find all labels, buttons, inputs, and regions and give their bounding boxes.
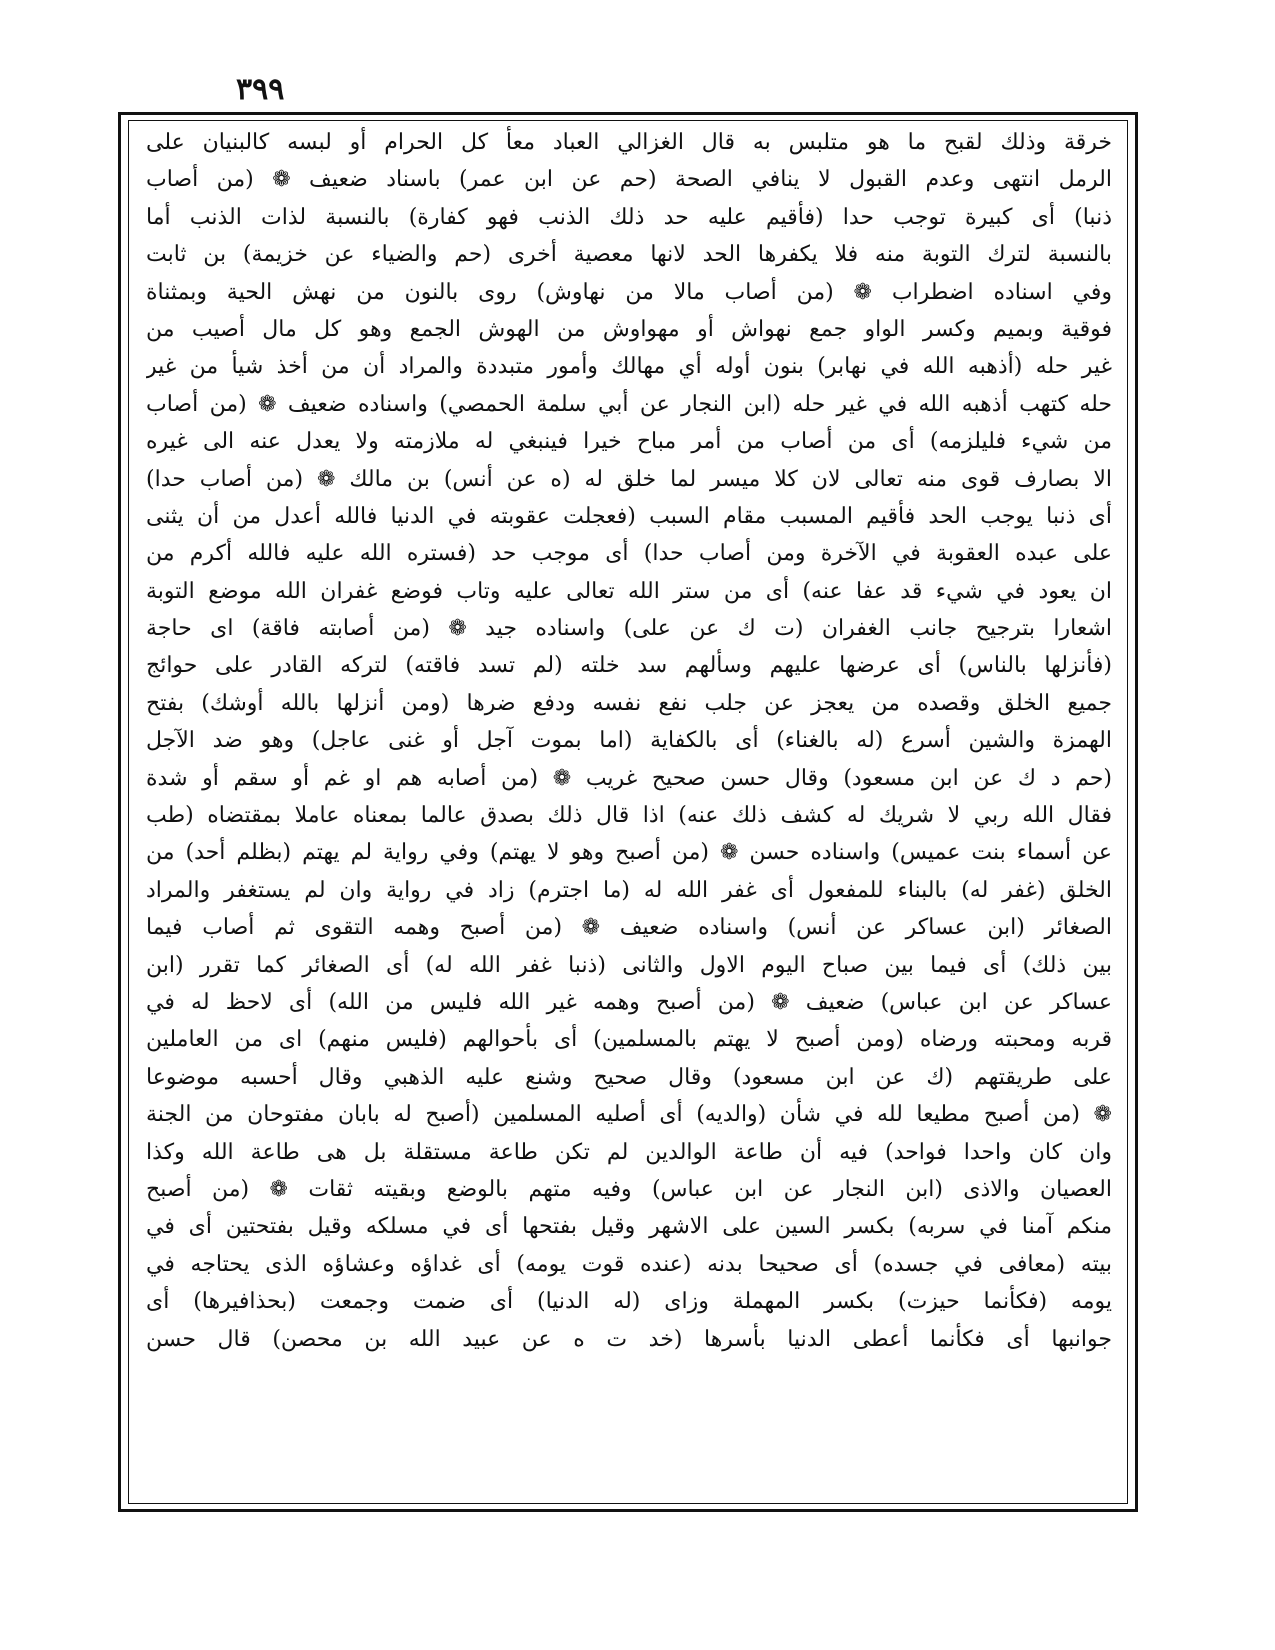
text-line: الصغائر (ابن عساكر عن أنس) واسناده ضعيف ❁ (من أصبح وهمه التقوى ثم أصاب فيما <box>146 915 1112 941</box>
text-line: ان يعود في شيء قد عفا عنه) أى من ستر الله تعالى عليه وتاب فوضع غفران الله موضع التوبة <box>146 578 1112 604</box>
text-line: بين ذلك) أى فيما بين صباح اليوم الاول والثانى (ذنبا غفر الله له) أى الصغائر كما تقرر (ابن <box>146 952 1112 978</box>
text-line: الهمزة والشين أسرع (له بالغناء) أى بالكفاية (اما بموت آجل أو غنى عاجل) وهو ضد الآجل <box>146 728 1112 754</box>
text-line: عساكر عن ابن عباس) ضعيف ❁ (من أصبح وهمه غير الله فليس من الله) أى لاحظ له في <box>146 989 1112 1015</box>
text-line: جميع الخلق وقصده من يعجز عن جلب نفع نفسه ودفع ضرها (ومن أنزلها بالله أوشك) بفتح <box>146 690 1112 716</box>
text-line: جوانبها أى فكأنما أعطى الدنيا بأسرها (خد ت ه عن عبيد الله بن محصن) قال حسن <box>146 1326 1112 1352</box>
text-line: من شيء فليلزمه) أى من أصاب من أمر مباح خيرا فينبغي له ملازمته ولا يعدل عنه الى غيره <box>146 429 1112 455</box>
text-line: وفي اسناده اضطراب ❁ (من أصاب مالا من نهاوش) روى بالنون من نهش الحية وبمثناة <box>146 279 1112 305</box>
page-number: ٣٩٩ <box>236 72 285 107</box>
text-line: يومه (فكأنما حيزت) بكسر المهملة وزاى (له الدنيا) أى ضمت وجمعت (بحذافيرها) أى <box>146 1289 1112 1315</box>
text-line: أى ذنبا يوجب الحد فأقيم المسبب مقام السبب (فعجلت عقوبته في الدنيا فالله أعدل من أن يثنى <box>146 503 1112 529</box>
text-line: ❁ (من أصبح مطيعا لله في شأن (والديه) أى أصليه المسلمين (أصبح له بابان مفتوحان من الجنة <box>146 1102 1112 1128</box>
text-line: على طريقتهم (ك عن ابن مسعود) وقال صحيح وشنع عليه الذهبي وقال أحسبه موضوعا <box>146 1064 1112 1090</box>
main-text-block <box>146 124 1112 1494</box>
text-line: عن أسماء بنت عميس) واسناده حسن ❁ (من أصبح وهو لا يهتم) وفي رواية لم يهتم (بظلم أحد) من <box>146 840 1112 866</box>
text-line: (فأنزلها بالناس) أى عرضها عليهم وسألهم سد خلته (لم تسد فاقته) لتركه القادر على حوائج <box>146 653 1112 679</box>
text-line: (حم د ك عن ابن مسعود) وقال حسن صحيح غريب ❁ (من أصابه هم او غم أو سقم أو شدة <box>146 765 1112 791</box>
text-line: ذنبا) أى كبيرة توجب حدا (فأقيم عليه حد ذلك الذنب فهو كفارة) بالنسبة لذات الذنب أما <box>146 204 1112 230</box>
text-line: وان كان واحدا فواحد) فيه أن طاعة الوالدين لم تكن طاعة مستقلة بل هى طاعة الله وكذا <box>146 1139 1112 1165</box>
text-line: فقال الله ربي لا شريك له كشف ذلك عنه) اذا قال ذلك بصدق عالما بمعناه عاملا بمقتضاه (طب <box>146 803 1112 829</box>
text-line: قربه ومحبته ورضاه (ومن أصبح لا يهتم بالمسلمين) أى بأحوالهم (فليس منهم) اى من العاملين <box>146 1027 1112 1053</box>
text-line: الخلق (غفر له) بالبناء للمفعول أى غفر الله له (ما اجترم) زاد في رواية وان لم يستغفر والمراد <box>146 877 1112 903</box>
text-line: غير حله (أذهبه الله في نهابر) بنون أوله أي مهالك وأمور متبددة والمراد أن من أخذ شيأ من غير <box>146 354 1112 380</box>
text-line: حله كتهب أذهبه الله في غير حله (ابن النجار عن أبي سلمة الحمصي) واسناده ضعيف ❁ (من أصاب <box>146 391 1112 417</box>
text-line: اشعارا بترجيح جانب الغفران (ت ك عن على) واسناده جيد ❁ (من أصابته فاقة) اى حاجة <box>146 616 1112 642</box>
text-line: خرقة وذلك لقبح ما هو متلبس به قال الغزالي العباد معأ كل الحرام أو لبسه كالبنيان على <box>146 130 1112 155</box>
text-line: الرمل انتهى وعدم القبول لا ينافي الصحة (حم عن ابن عمر) باسناد ضعيف ❁ (من أصاب <box>146 167 1112 193</box>
text-line: منكم آمنا في سربه) بكسر السين على الاشهر وقيل بفتحها أى في مسلكه وقيل بفتحتين أى في <box>146 1214 1112 1240</box>
text-line: على عبده العقوبة في الآخرة ومن أصاب حدا) أى موجب حد (فستره الله عليه فالله أكرم من <box>146 541 1112 567</box>
text-line <box>146 1395 1112 1432</box>
text-line <box>146 1358 1112 1395</box>
text-line: العصيان والاذى (ابن النجار عن ابن عباس) وفيه متهم بالوضع وبقيته ثقات ❁ (من أصبح <box>146 1176 1112 1202</box>
text-line: بيته (معافى في جسده) أى صحيحا بدنه (عنده قوت يومه) أى غداؤه وعشاؤه الذى يحتاجه في <box>146 1251 1112 1277</box>
text-line: بالنسبة لترك التوبة منه فلا يكفرها الحد لانها معصية أخرى (حم والضياء عن خزيمة) بن ثابت <box>146 242 1112 268</box>
text-line: فوقية وبميم وكسر الواو جمع نهواش أو مهواوش من الهوش الجمع وهو كل مال أصيب من <box>146 316 1112 342</box>
text-line: الا بصارف قوى منه تعالى لان كلا ميسر لما خلق له (ه عن أنس) بن مالك ❁ (من أصاب حدا) <box>146 466 1112 492</box>
